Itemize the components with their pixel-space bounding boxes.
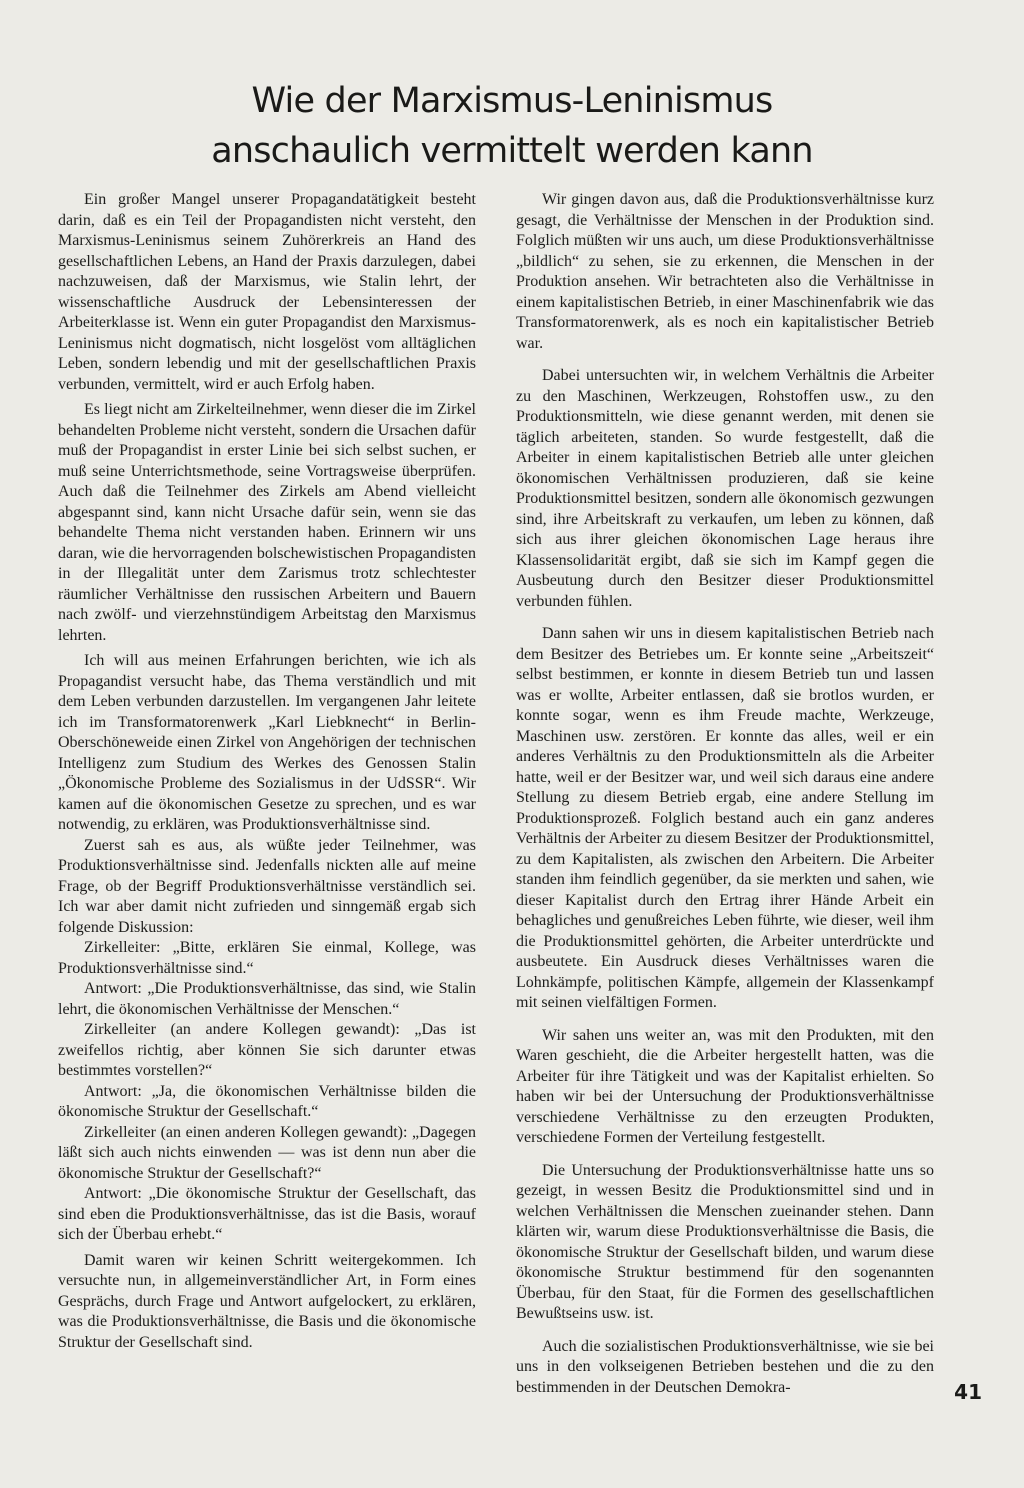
right-text-column — [516, 190, 934, 1398]
dialogue-line: Zirkelleiter (an einen anderen Kollegen gewandt): „Dagegen läßt sich auch nichts einwenden — was ist denn nun aber die ökonomische Struktur der Gesellschaft?“ — [58, 1123, 476, 1182]
dialogue-line: Antwort: „Ja, die ökonomischen Verhältnisse bilden die ökonomische Struktur der Gesellschaft.“ — [58, 1082, 476, 1120]
page-number: 41 — [954, 1380, 982, 1404]
paragraph: Ein großer Mangel unserer Propagandatätigkeit besteht darin, daß es ein Teil der Propagandisten nicht versteht, den Marxismus-Leninismus seinem Zuhörerkreis an Hand des gesellschaftlichen Lebens, an Hand der Praxis darzulegen, dabei nachzuweisen, daß der Marxismus, wie Stalin lehrt, der wissenschaftliche Ausdruck der Lebensinteressen der Arbeiterklasse ist. Wenn ein guter Propagandist den Marxismus-Leninismus nicht dogmatisch, nicht losgelöst vom alltäglichen Leben, sondern lebendig und mit der gesellschaftlichen Praxis verbunden, vermittelt, wird er auch Erfolg haben. — [58, 191, 476, 393]
headline-line-1: Wie der Marxismus-Leninismus — [251, 81, 773, 121]
article-headline — [170, 76, 854, 176]
paragraph: Auch die sozialistischen Produktionsverhältnisse, wie sie bei uns in den volkseigenen Betrieben bestehen und die zu den bestimmenden in der Deutschen Demokra- — [516, 1337, 934, 1396]
dialogue-line: Zirkelleiter (an andere Kollegen gewandt): „Das ist zweifellos richtig, aber können Sie sich darunter etwas bestimmtes vorstellen?“ — [58, 1021, 476, 1079]
left-text-column — [58, 190, 476, 1353]
paragraph: Wir gingen davon aus, daß die Produktionsverhältnisse kurz gesagt, die Verhältnisse der Menschen in der Produktion sind. Folglich müßten wir uns auch, um diese Produktionsverhältnisse „bildlich“ zu sehen, sie zu erkennen, die Menschen in der Produktion ansehen. Wir betrachteten also die Verhältnisse in einem kapitalistischen Betrieb, in einer Maschinenfabrik wie das Transformatorenwerk, als es noch ein kapitalistischer Betrieb war. — [516, 191, 934, 352]
paragraph: Dabei untersuchten wir, in welchem Verhältnis die Arbeiter zu den Maschinen, Werkzeugen, Rohstoffen usw., zu den Produktionsmitteln, wie diese genannt werden, mit denen sie täglich arbeiteten, standen. So wurde festgestellt, daß die Arbeiter in einem kapitalistischen Betrieb alle unter gleichen ökonomischen Verhältnissen produzieren, daß sie keine Produktionsmittel besitzen, sondern alle ökonomisch gezwungen sind, ihre Arbeitskraft zu verkaufen, um leben zu können, daß sich aus ihrer gleichen ökonomischen Lage heraus ihre Klassensolidarität ergibt, daß sie sich im Kampf gegen die Ausbeutung durch den Besitzer dieser Produktionsmittel verbunden fühlen. — [516, 367, 934, 610]
headline-line-2: anschaulich vermittelt werden kann — [211, 131, 813, 171]
dialogue-line: Zirkelleiter: „Bitte, erklären Sie einmal, Kollege, was Produktionsverhältnisse sind.“ — [58, 939, 476, 977]
paragraph: Die Untersuchung der Produktionsverhältnisse hatte uns so gezeigt, in wessen Besitz die Produktionsmittel sind und in welchen Verhältnissen die Menschen zueinander stehen. Dann klärten wir, warum diese Produktionsverhältnisse die Basis, die ökonomische Struktur der Gesellschaft bilden, und warum diese ökonomische Struktur bestimmend für den sogenannten Überbau, für den Staat, für die Formen des gesellschaftlichen Bewußtseins usw. ist. — [516, 1161, 934, 1322]
paragraph: Ich will aus meinen Erfahrungen berichten, wie ich als Propagandist versucht habe, das Thema verständlich und mit dem Leben verbunden darzustellen. Im vergangenen Jahr leitete ich im Transformatorenwerk „Karl Liebknecht“ in Berlin-Oberschöneweide einen Zirkel von Angehörigen der technischen Intelligenz zum Studium des Werkes des Genossen Stalin „Ökonomische Probleme des Sozialismus in der UdSSR“. Wir kamen auf die ökonomischen Gesetze zu sprechen, und es war notwendig, zu erklären, was Produktionsverhältnisse sind. — [58, 652, 476, 833]
paragraph: Damit waren wir keinen Schritt weitergekommen. Ich versuchte nun, in allgemeinverständlicher Art, in Form eines Gesprächs, durch Frage und Antwort aufgelockert, zu erklären, was die Produktionsverhältnisse, die Basis und die ökonomische Struktur der Gesellschaft sind. — [58, 1251, 476, 1351]
paragraph: Zuerst sah es aus, als wüßte jeder Teilnehmer, was Produktionsverhältnisse sind. Jedenfalls nickten alle auf meine Frage, ob der Begriff Produktionsverhältnisse verständlich sei. Ich war aber damit nicht zufrieden und sinngemäß ergab sich folgende Diskussion: — [58, 836, 476, 936]
dialogue-line: Antwort: „Die ökonomische Struktur der Gesellschaft, das sind eben die Produktionsverhältnisse, das ist die Basis, worauf sich der Überbau erhebt.“ — [58, 1185, 476, 1243]
paragraph: Dann sahen wir uns in diesem kapitalistischen Betrieb nach dem Besitzer des Betriebes um. Er konnte seine „Arbeitszeit“ selbst bestimmen, er konnte in diesem Betrieb tun und lassen was er wollte, Arbeiter entlassen, daß sie brotlos wurden, er konnte sogar, wenn es ihm Freude machte, Werkzeuge, Maschinen usw. zerstören. Er konnte das alles, weil er ein anderes Verhältnis zu den Produktionsmitteln als die Arbeiter hatte, weil er der Besitzer war, und weil sich daraus eine andere Stellung zu diesem Betrieb ergab, eine andere Stellung im Produktionsprozeß. Folglich bestand auch ein ganz anderes Verhältnis der Arbeiter zu diesem Besitzer der Produktionsmittel, zu dem Kapitalisten, als zwischen den Arbeitern. Die Arbeiter standen ihm feindlich gegenüber, da sie merkten und sahen, wie dieser Kapitalist durch den Ertrag ihrer Hände Arbeit ein behagliches und genußreiches Leben führte, wie dieser, weil ihm die Produktionsmittel gehörten, die Arbeiter unterdrückte und ausbeutete. Ein Ausdruck dieses Verhältnisses waren die Lohnkämpfe, politischen Kämpfe, allgemein der Klassenkampf mit seinen vielfältigen Formen. — [516, 625, 934, 1011]
dialogue-line: Antwort: „Die Produktionsverhältnisse, das sind, wie Stalin lehrt, die ökonomischen Verhältnisse der Menschen.“ — [58, 980, 476, 1018]
paragraph: Es liegt nicht am Zirkelteilnehmer, wenn dieser die im Zirkel behandelten Probleme nicht versteht, sondern die Ursachen dafür muß der Propagandist in erster Linie bei sich selbst suchen, er muß seine Unterrichtsmethode, seine Vortragsweise überprüfen. Auch daß die Teilnehmer des Zirkels am Abend vielleicht abgespannt sind, kann nicht Ursache dafür sein, wenn sie das behandelte Thema nicht verstanden haben. Erinnern wir uns daran, wie die hervorragenden bolschewistischen Propagandisten in der Illegalität unter dem Zarismus trotz schlechtester räumlicher Verhältnisse den russischen Arbeitern und Bauern nach zwölf- und vierzehnstündigem Arbeitstag den Marxismus lehrten. — [58, 401, 476, 644]
paragraph: Wir sahen uns weiter an, was mit den Produkten, mit den Waren geschieht, die die Arbeiter hergestellt hatten, was die Arbeiter für ihre Tätigkeit und was der Kapitalist erhielten. So haben wir bei der Untersuchung der Produktionsverhältnisse verschiedene Verhältnisse zu den erzeugten Produkten, verschiedene Formen der Verteilung festgestellt. — [516, 1026, 934, 1146]
